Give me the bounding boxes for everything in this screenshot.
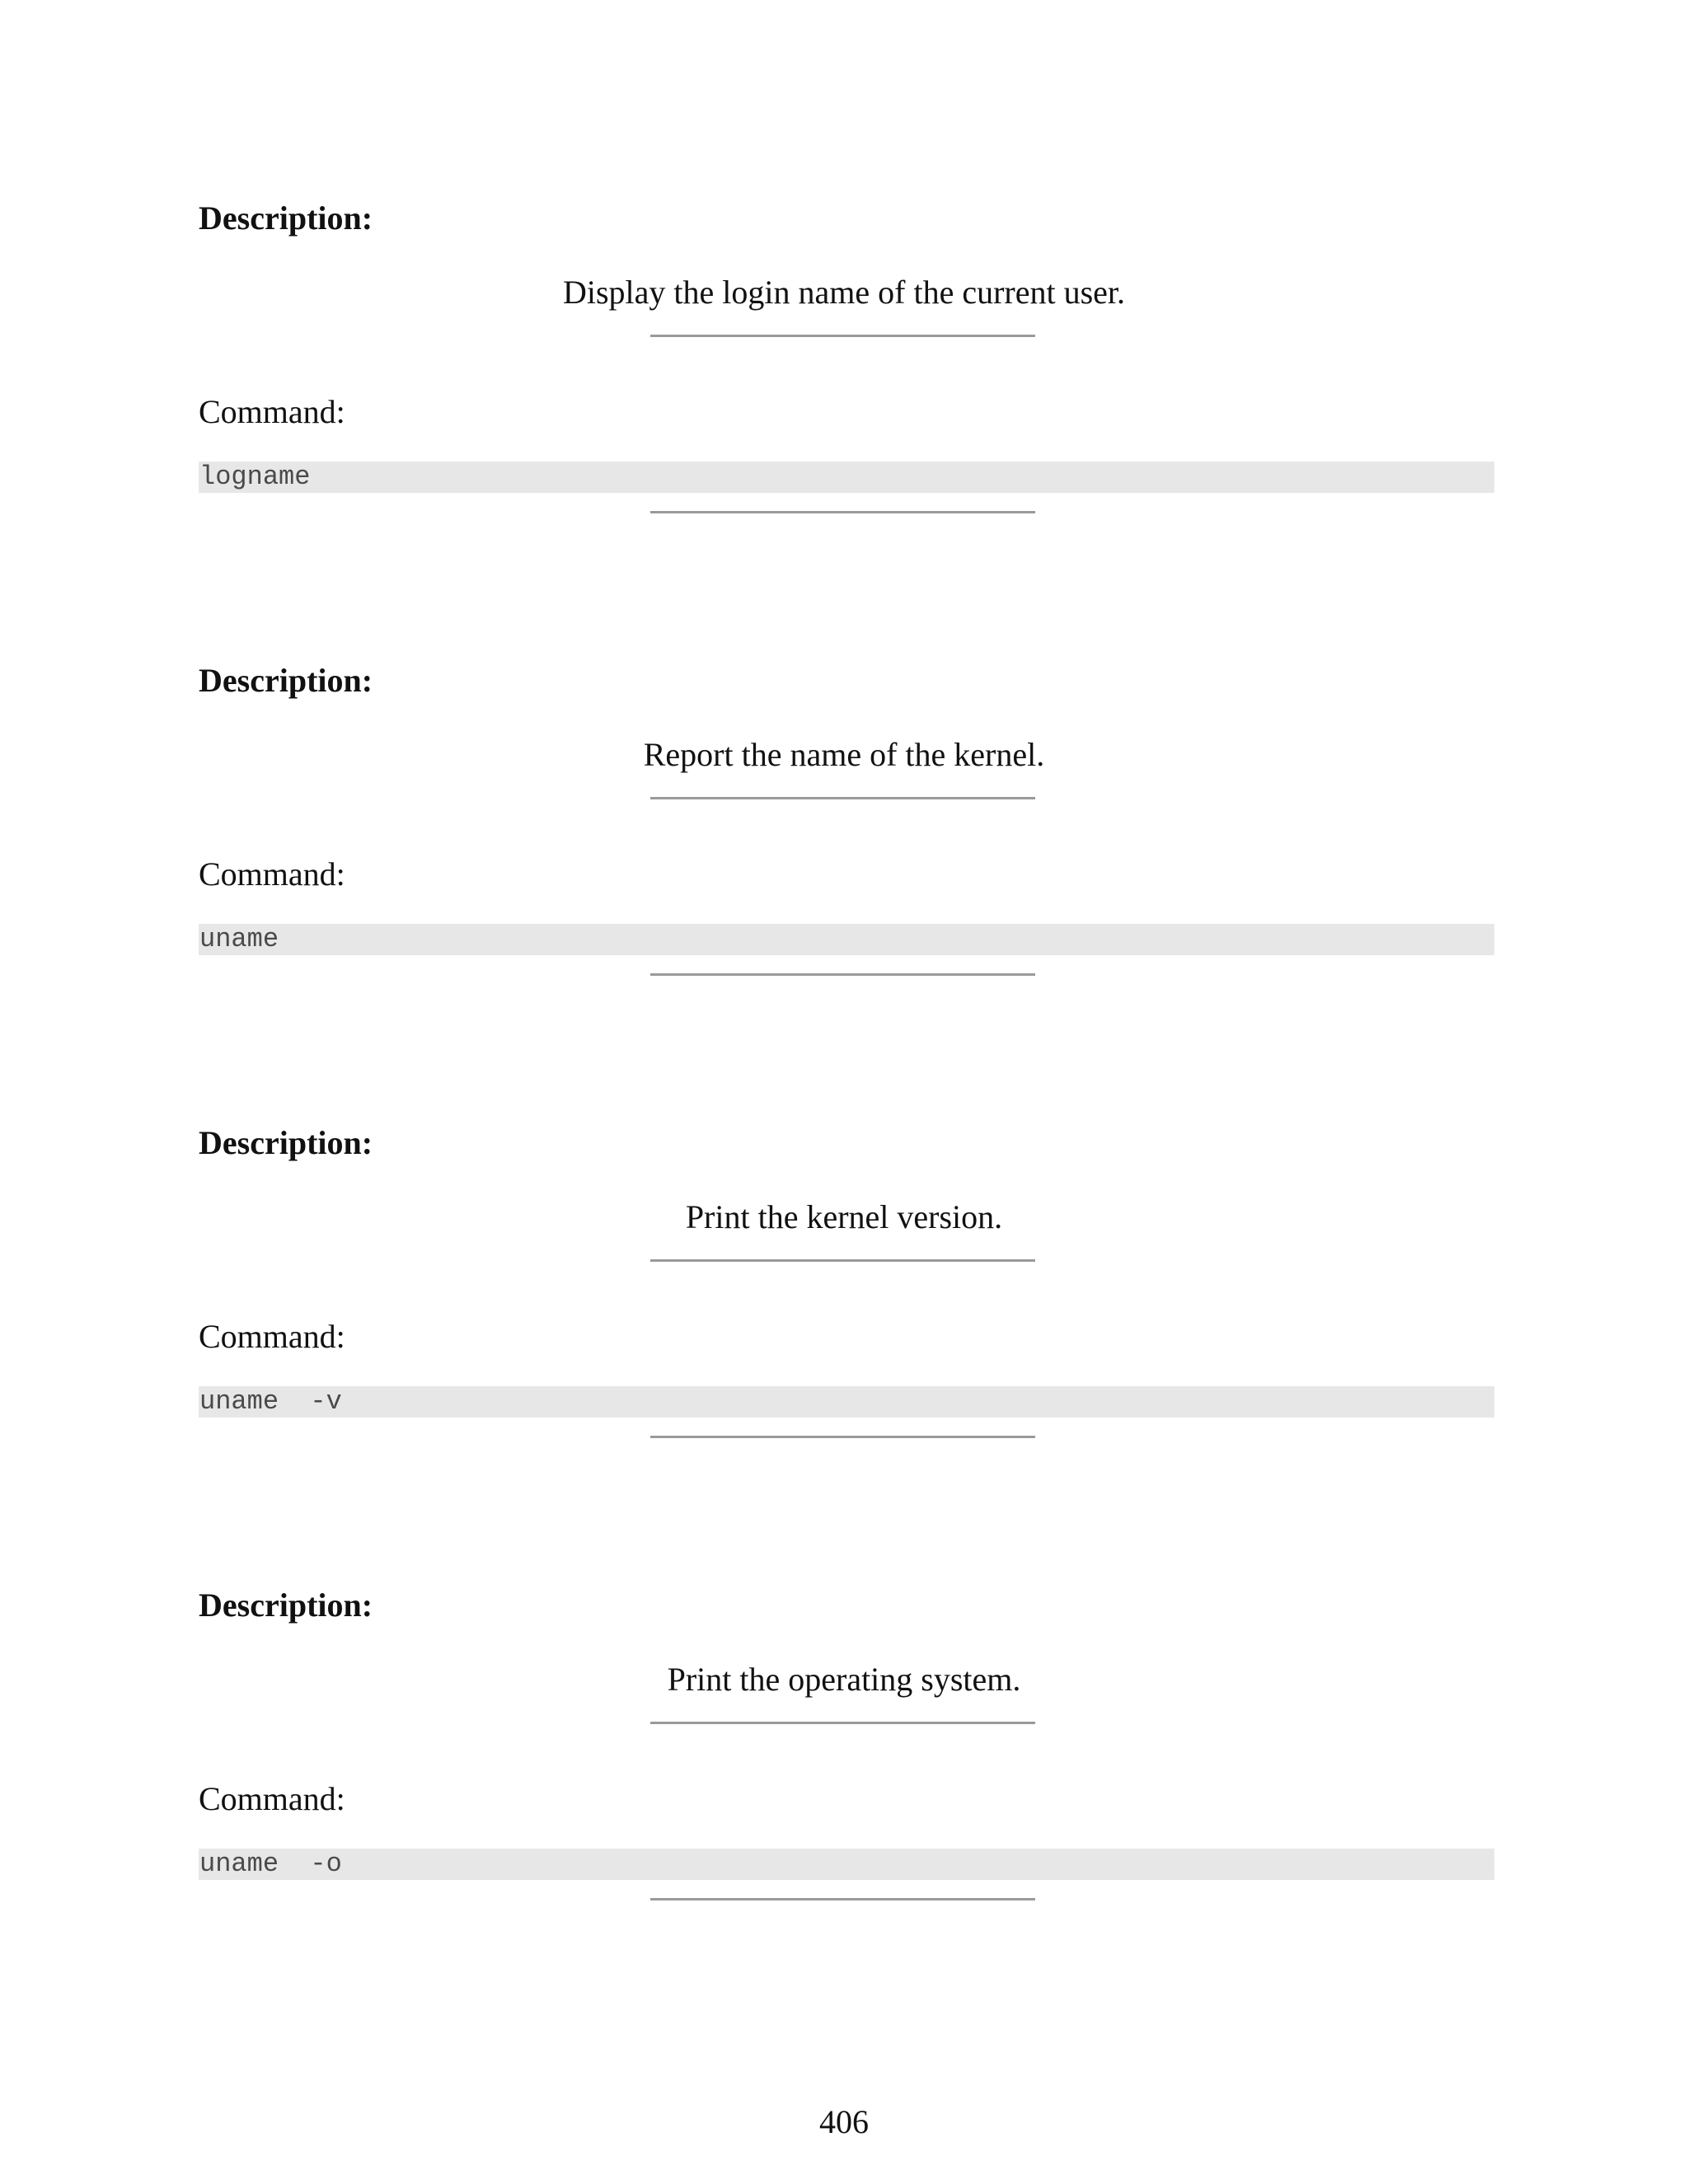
command-code-block (199, 1386, 1494, 1418)
entry-uname (0, 660, 1688, 1122)
divider-line (650, 973, 1035, 976)
description-heading: Description: (199, 1124, 373, 1161)
command-code-block (199, 1849, 1494, 1880)
description-text: Print the kernel version. (685, 1198, 1003, 1235)
command-heading: Command: (199, 1318, 345, 1355)
page-number: 406 (819, 2103, 869, 2140)
command-code: uname (199, 924, 279, 954)
divider-line (650, 1259, 1035, 1262)
description-heading: Description: (199, 199, 373, 237)
command-code: uname -o (199, 1849, 342, 1879)
command-heading: Command: (199, 1780, 345, 1817)
command-heading: Command: (199, 393, 345, 430)
command-code-block (199, 924, 1494, 955)
entry-uname-o (0, 1585, 1688, 2046)
command-code-block (199, 462, 1494, 493)
description-text: Report the name of the kernel. (643, 736, 1045, 773)
divider-line (650, 511, 1035, 513)
divider-line (650, 797, 1035, 799)
command-code: logname (199, 462, 311, 492)
description-text: Display the login name of the current user. (562, 274, 1126, 311)
description-heading: Description: (199, 1586, 373, 1624)
description-heading: Description: (199, 662, 373, 699)
entry-logname (0, 198, 1688, 659)
divider-line (650, 1898, 1035, 1900)
entry-uname-v (0, 1122, 1688, 1584)
description-text: Print the operating system. (667, 1661, 1021, 1698)
divider-line (650, 1436, 1035, 1438)
divider-line (650, 335, 1035, 337)
command-code: uname -v (199, 1386, 342, 1417)
divider-line (650, 1722, 1035, 1724)
command-heading: Command: (199, 855, 345, 893)
